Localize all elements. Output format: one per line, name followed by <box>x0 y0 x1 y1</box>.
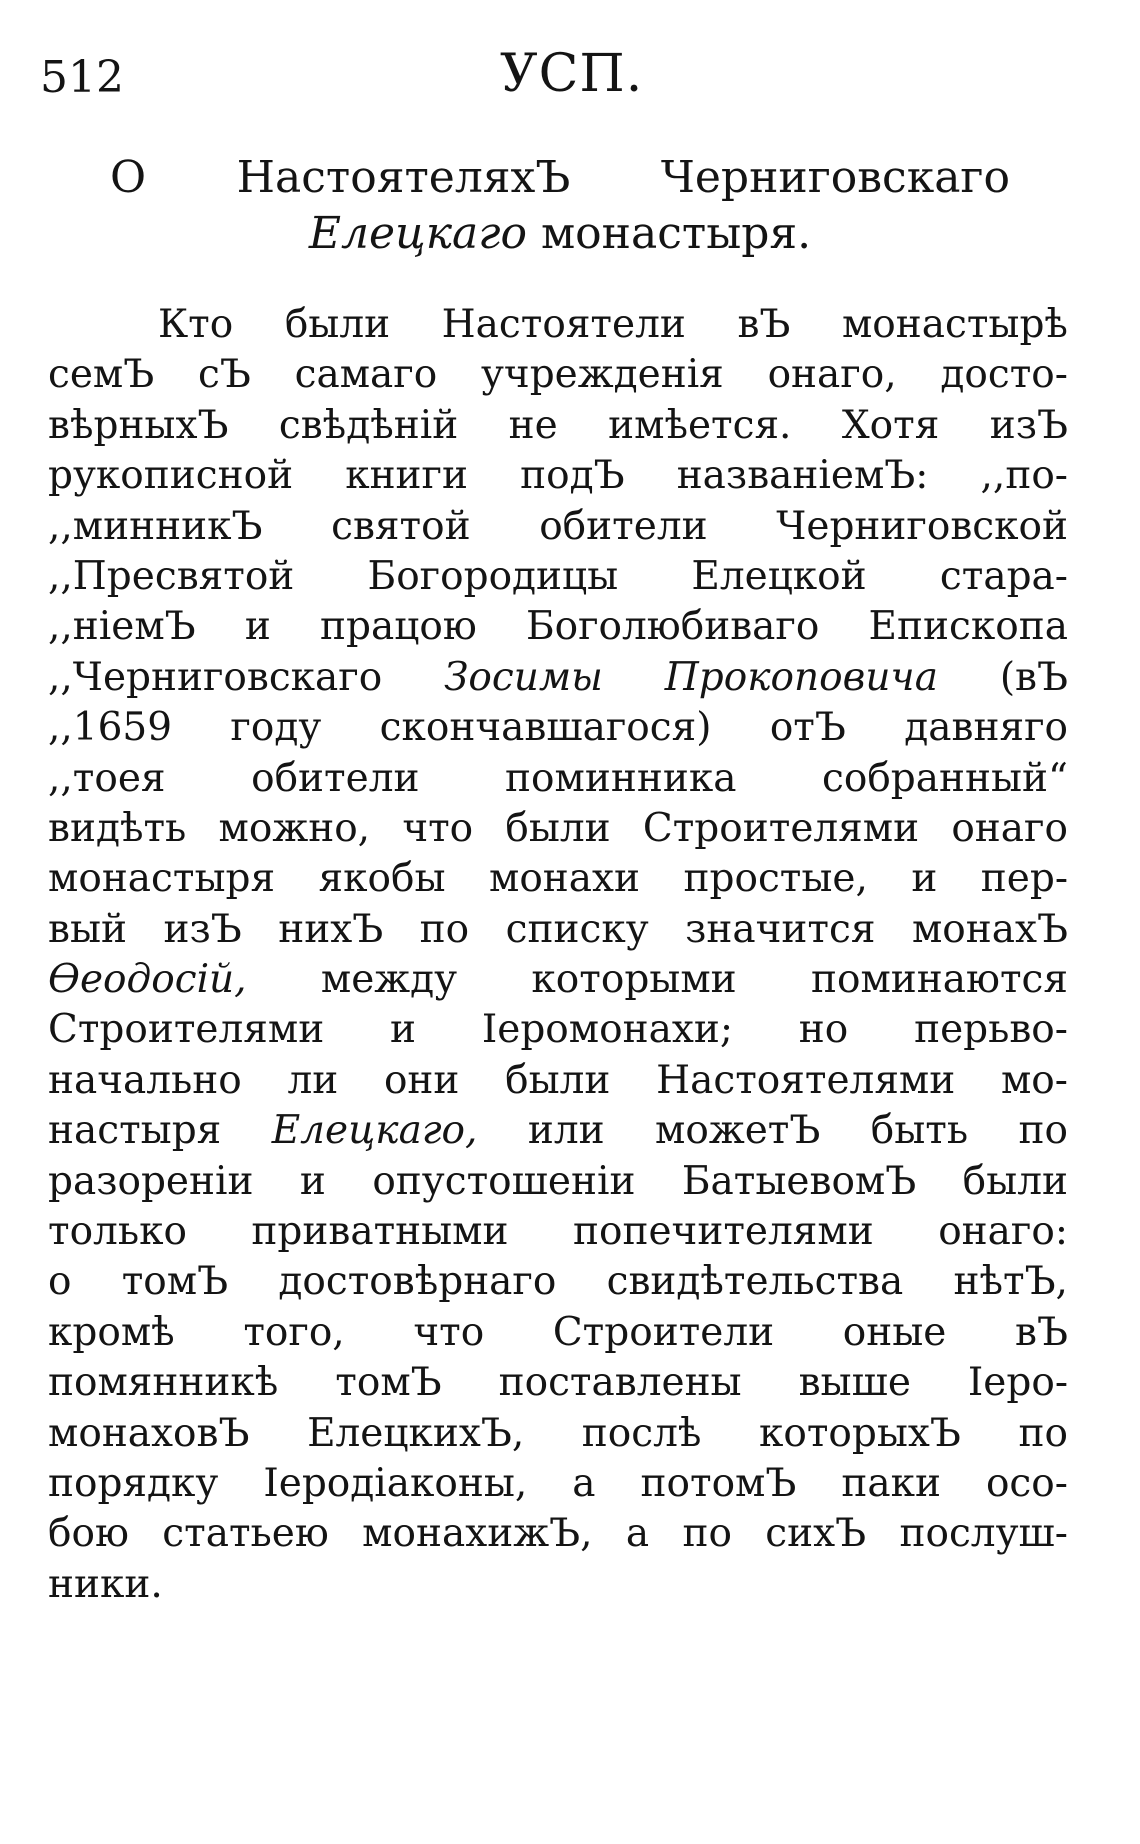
word: ,,Черниговскаго <box>48 654 383 700</box>
text-line <box>48 1459 1068 1509</box>
word: томЪ <box>335 1360 442 1406</box>
word: рукописной <box>48 453 294 499</box>
word: вЪ <box>737 302 791 347</box>
text-line <box>48 602 1068 652</box>
word: Строителями <box>48 1007 325 1053</box>
word: Іеродіаконы, <box>263 1460 528 1506</box>
word: потомЪ <box>640 1460 797 1506</box>
word: Елецкаго, <box>271 1108 478 1154</box>
text-line <box>48 854 1068 904</box>
word: Черниговской <box>776 503 1068 549</box>
word: были <box>505 1057 611 1103</box>
word: были <box>505 805 611 851</box>
word: приватными <box>251 1209 509 1255</box>
text-line <box>48 1509 1068 1559</box>
word: названіемЪ: <box>676 453 929 499</box>
word: бою <box>48 1511 129 1557</box>
word: кромѣ <box>48 1309 175 1355</box>
word: стара- <box>939 553 1068 599</box>
word: БатыевомЪ <box>681 1158 917 1204</box>
word: изЪ <box>989 402 1068 448</box>
word: (вЪ <box>999 654 1068 700</box>
word: Хотя <box>841 402 940 448</box>
word: по <box>682 1511 732 1557</box>
word: Елецкой <box>691 553 867 599</box>
word: а <box>625 1511 650 1557</box>
word: послуш- <box>899 1511 1068 1557</box>
word: только <box>48 1209 187 1255</box>
word: начально <box>48 1057 242 1103</box>
text-line <box>48 502 1068 552</box>
section-heading <box>60 150 1060 262</box>
word: отЪ <box>769 705 846 751</box>
running-head <box>0 42 1140 112</box>
word: и <box>244 604 271 650</box>
word: монастыря <box>48 856 276 902</box>
text-line <box>48 1409 1068 1459</box>
word: того, <box>243 1309 345 1355</box>
word: онаго <box>951 805 1068 851</box>
word: собранный“ <box>822 755 1068 801</box>
word: между <box>320 957 458 1003</box>
word: Епископа <box>868 604 1068 650</box>
word: и <box>390 1007 417 1053</box>
word: статьею <box>162 1511 329 1557</box>
word: настыря <box>48 1108 222 1154</box>
text-line <box>48 1257 1068 1307</box>
word: ЕлецкихЪ, <box>307 1410 525 1456</box>
word: ,,1659 <box>48 705 173 751</box>
heading-line-1 <box>60 150 1060 206</box>
word: монахи <box>488 856 641 902</box>
text-line <box>48 300 1068 350</box>
word: оные <box>842 1309 947 1355</box>
word: а <box>572 1460 596 1506</box>
word: быть <box>870 1108 969 1154</box>
word: ,,тоея <box>48 755 166 801</box>
word: осо- <box>985 1460 1068 1506</box>
text-line <box>48 754 1068 804</box>
word: можетЪ <box>655 1108 821 1154</box>
word: значится <box>685 906 876 952</box>
text-line <box>48 1005 1068 1055</box>
text-line <box>48 1106 1068 1156</box>
word: были <box>962 1158 1068 1204</box>
word: перьво- <box>914 1007 1068 1053</box>
word: поминаются <box>810 957 1068 1003</box>
word: вый <box>48 906 127 952</box>
running-title: УСП. <box>500 44 644 104</box>
word: можно, <box>218 805 371 851</box>
word: обители <box>251 755 420 801</box>
word: о <box>48 1259 72 1305</box>
word: сЪ <box>198 352 251 398</box>
text-line <box>48 703 1068 753</box>
word: не <box>508 402 558 448</box>
word: томЪ <box>121 1259 229 1305</box>
word: по <box>1018 1410 1068 1456</box>
heading-word: монастыря. <box>540 208 812 259</box>
word: учрежденія <box>480 352 724 398</box>
word: или <box>527 1108 605 1154</box>
word: скончавшагося) <box>379 705 712 751</box>
word: ,,ніемЪ <box>48 604 196 650</box>
word: Боголюбиваго <box>525 604 820 650</box>
word: пер- <box>980 856 1068 902</box>
word: онаго, <box>767 352 897 398</box>
word: книги <box>345 453 468 499</box>
word: ли <box>287 1057 339 1103</box>
text-line <box>48 804 1068 854</box>
word: паки <box>841 1460 941 1506</box>
word: монастырѣ <box>841 302 1068 347</box>
text-line <box>48 1207 1068 1257</box>
word: разореніи <box>48 1158 254 1204</box>
word: досто- <box>940 352 1068 398</box>
word: ,,Пресвятой <box>48 553 295 599</box>
word: попечителями <box>573 1209 874 1255</box>
word: онаго: <box>938 1209 1068 1255</box>
word: которыми <box>531 957 737 1003</box>
word: ники. <box>48 1561 163 1607</box>
word: свѣдѣній <box>278 402 459 448</box>
text-line <box>48 552 1068 602</box>
word: самаго <box>294 352 438 398</box>
word: Іеромонахи; <box>481 1007 733 1053</box>
word: и <box>911 856 938 902</box>
word: Настоятели <box>441 302 686 347</box>
text-line <box>48 401 1068 451</box>
word: Настоятелями <box>656 1057 956 1103</box>
word: Богородицы <box>367 553 619 599</box>
word: имѣется. <box>608 402 792 448</box>
text-line <box>48 1056 1068 1106</box>
word: вЪ <box>1014 1309 1068 1355</box>
word: но <box>798 1007 849 1053</box>
text-line <box>48 1560 1068 1610</box>
word: по <box>419 906 470 952</box>
page-number: 512 <box>40 52 124 103</box>
word: они <box>383 1057 460 1103</box>
word: Ѳеодосій, <box>48 957 247 1003</box>
word: поставлены <box>498 1360 742 1406</box>
word: ,,минникЪ <box>48 503 263 549</box>
word: достовѣрнаго <box>278 1259 557 1305</box>
heading-word: О <box>110 152 147 203</box>
word: выше <box>798 1360 911 1406</box>
word: Кто <box>158 302 234 347</box>
word: обители <box>539 503 708 549</box>
word: были <box>284 302 391 347</box>
word: нѣтЪ, <box>953 1259 1068 1305</box>
word: свидѣтельства <box>606 1259 904 1305</box>
word: что <box>413 1309 485 1355</box>
heading-italic-word: Елецкаго <box>308 208 527 259</box>
word: изЪ <box>163 906 242 952</box>
word: послѣ <box>581 1410 702 1456</box>
text-line <box>48 451 1068 501</box>
word: монахижЪ, <box>362 1511 593 1557</box>
text-line <box>48 905 1068 955</box>
text-line <box>48 653 1068 703</box>
text-line <box>48 350 1068 400</box>
word: мо- <box>1000 1057 1068 1103</box>
text-line <box>48 955 1068 1005</box>
word: порядку <box>48 1460 219 1506</box>
heading-line-2 <box>60 206 1060 262</box>
body-text <box>48 300 1068 1610</box>
word: списку <box>505 906 649 952</box>
word: простые, <box>683 856 868 902</box>
word: Строителями <box>642 805 920 851</box>
word: працою <box>320 604 477 650</box>
word: поминника <box>505 755 737 801</box>
word: году <box>230 705 322 751</box>
word: монахЪ <box>911 906 1068 952</box>
word: давняго <box>904 705 1068 751</box>
word: якобы <box>318 856 446 902</box>
word: Строители <box>552 1309 775 1355</box>
word: Прокоповича <box>664 654 938 700</box>
word: Іеро- <box>967 1360 1068 1406</box>
word: сихЪ <box>765 1511 867 1557</box>
word: помянникѣ <box>48 1360 279 1406</box>
word: нихЪ <box>278 906 384 952</box>
text-line <box>48 1308 1068 1358</box>
text-line <box>48 1157 1068 1207</box>
text-line <box>48 1358 1068 1408</box>
word: Зосимы <box>444 654 603 700</box>
heading-word: Черниговскаго <box>660 152 1010 203</box>
word: семЪ <box>48 352 155 398</box>
heading-word: НастоятеляхЪ <box>236 152 571 203</box>
word: и <box>299 1158 326 1204</box>
word: видѣть <box>48 805 187 851</box>
word: ,,по- <box>980 453 1068 499</box>
word: что <box>402 805 474 851</box>
word: монаховЪ <box>48 1410 250 1456</box>
word: подЪ <box>520 453 625 499</box>
word: которыхЪ <box>758 1410 961 1456</box>
word: вѣрныхЪ <box>48 402 229 448</box>
word: опустошеніи <box>372 1158 636 1204</box>
word: по <box>1018 1108 1068 1154</box>
word: святой <box>331 503 471 549</box>
